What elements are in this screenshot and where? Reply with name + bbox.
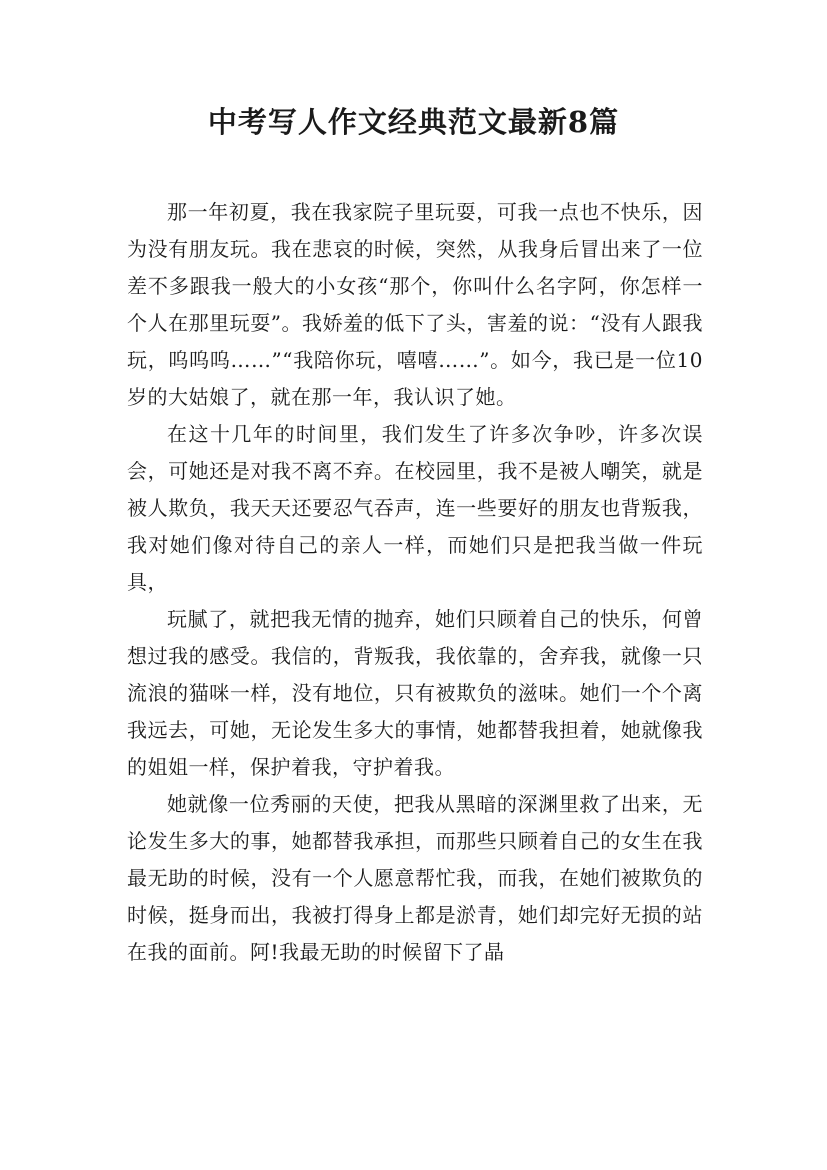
paragraph-4: 她就像一位秀丽的天使，把我从黑暗的深渊里救了出来，无论发生多大的事，她都替我承担，而那些只顾着自己的女生在我最无助的时候，没有一个人愿意帮忙我，而我，在她们被欺负的时候，挺身而出，我被打得身上都是淤青，她们却完好无损的站在我的面前。阿!我最无助的时候留下了晶 — [127, 792, 703, 964]
document-title: 中考写人作文经典范文最新8篇 — [207, 105, 620, 139]
paragraph-3: 玩腻了，就把我无情的抛弃，她们只顾着自己的快乐，何曾想过我的感受。我信的，背叛我，我依靠的，舍弃我，就像一只流浪的猫咪一样，没有地位，只有被欺负的滋味。她们一个个离我远去，可她，无论发生多大的事情，她都替我担着，她就像我的姐姐一样，保护着我，守护着我。 — [127, 607, 703, 779]
paragraph-1: 那一年初夏，我在我家院子里玩耍，可我一点也不快乐，因为没有朋友玩。我在悲哀的时候，突然，从我身后冒出来了一位差不多跟我一般大的小女孩“那个，你叫什么名字阿，你怎样一个人在那里玩耍”。我娇羞的低下了头，害羞的说：“没有人跟我玩，呜呜呜……”“我陪你玩，嘻嘻……”。如今，我已是一位10岁的大姑娘了，就在那一年，我认识了她。 — [127, 200, 703, 409]
document-body — [127, 194, 703, 971]
paragraph-2: 在这十几年的时间里，我们发生了许多次争吵，许多次误会，可她还是对我不离不弃。在校园里，我不是被人嘲笑，就是被人欺负，我天天还要忍气吞声，连一些要好的朋友也背叛我，我对她们像对待自己的亲人一样，而她们只是把我当做一件玩具， — [127, 422, 703, 594]
